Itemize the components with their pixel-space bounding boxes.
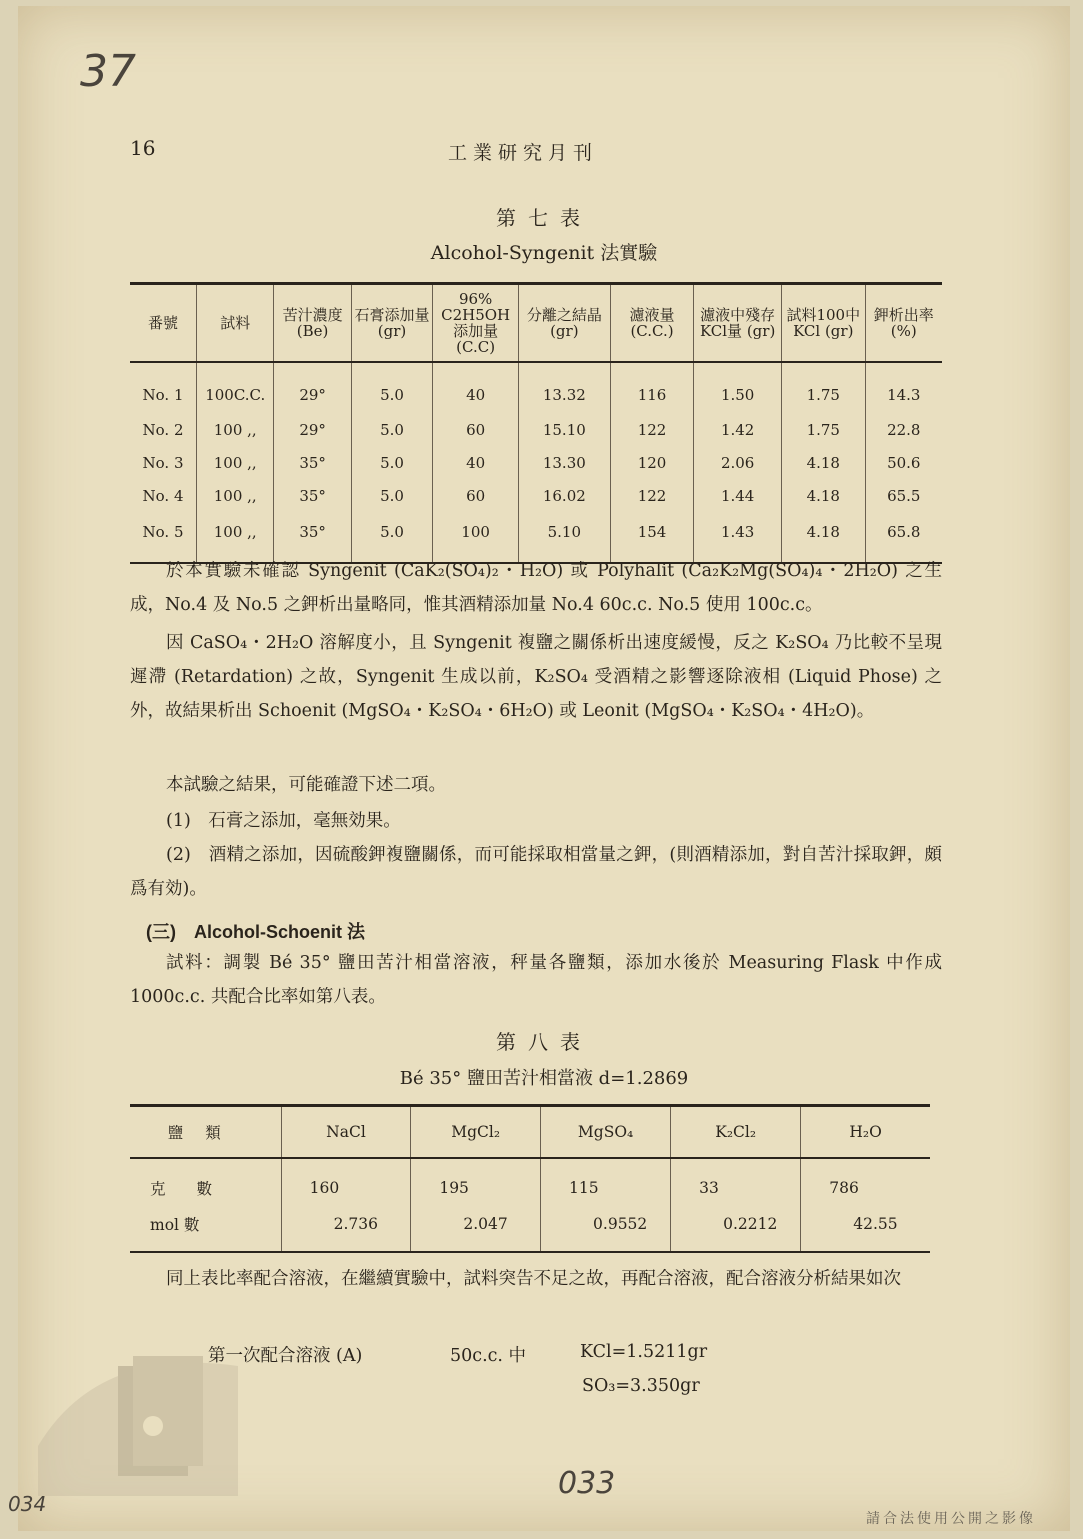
table-cell: 16.02 <box>518 479 610 512</box>
table7-header: 試料 <box>197 284 274 363</box>
table7-header: 分離之結晶 (gr) <box>518 284 610 363</box>
table-cell: 786 <box>801 1158 930 1206</box>
page-number: 16 <box>130 136 156 160</box>
table-cell: 100 <box>433 512 519 563</box>
table-cell: 65.8 <box>865 512 942 563</box>
paragraph-4: (1) 石膏之添加，毫無効果。 <box>166 811 401 831</box>
usage-notice-stamp: 請合法使用公開之影像 <box>866 1511 1036 1527</box>
table-row <box>130 1206 930 1252</box>
analysis-volume: 50c.c. 中 <box>450 1346 527 1366</box>
table-cell: 14.3 <box>865 362 942 413</box>
table-cell: 154 <box>610 512 694 563</box>
table-cell: 29° <box>274 413 351 446</box>
table8-header: MgCl₂ <box>411 1106 541 1159</box>
table-cell: 35° <box>274 479 351 512</box>
table-cell: 1.42 <box>694 413 782 446</box>
table-cell: 5.10 <box>518 512 610 563</box>
table-cell: No. 1 <box>142 386 184 404</box>
table-cell: 5.0 <box>351 479 433 512</box>
table-cell: 40 <box>433 362 519 413</box>
table7-header: 石膏添加量 (gr) <box>351 284 433 363</box>
table8 <box>130 1104 930 1253</box>
section-heading: (三) Alcohol-Schoenit 法 <box>146 922 365 942</box>
table-row <box>130 362 942 413</box>
table-cell: 1.75 <box>781 413 865 446</box>
paragraph-1: 於本實驗未確認 Syngenit (CaK₂(SO₄)₂・H₂O) 或 Polyhalit (Ca₂K₂Mg(SO₄)₄・2H₂O) 之生成，No.4 及 No.5 之鉀析出量略同，惟其酒精添加量 No.4 60c.c. No.5 使用 100c.c。 <box>130 561 942 615</box>
table-row <box>130 1158 930 1206</box>
table-cell: 60 <box>433 413 519 446</box>
paragraph-3: 本試驗之結果，可能確證下述二項。 <box>166 775 446 795</box>
table8-header: K₂Cl₂ <box>671 1106 801 1159</box>
table-cell: 13.30 <box>518 446 610 479</box>
row-label: 克 數 <box>150 1180 213 1198</box>
table-cell: 1.43 <box>694 512 782 563</box>
table7-header: 鉀析出率 (%) <box>865 284 942 363</box>
table-cell: 15.10 <box>518 413 610 446</box>
table-cell: 122 <box>610 413 694 446</box>
table8-header: MgSO₄ <box>541 1106 671 1159</box>
paragraph-6: 試料：調製 Bé 35° 鹽田苦汁相當溶液，秤量各鹽類，添加水後於 Measuring Flask 中作成1000c.c. 共配合比率如第八表。 <box>130 953 942 1007</box>
table-cell: 115 <box>541 1158 671 1206</box>
table-cell: 2.06 <box>694 446 782 479</box>
table-cell: 33 <box>671 1158 801 1206</box>
table-cell: 1.50 <box>694 362 782 413</box>
table7-header: 濾液中殘存KCl量 (gr) <box>694 284 782 363</box>
table7-header: 96% C2H5OH 添加量 (C.C) <box>433 284 519 363</box>
table-cell: 5.0 <box>351 362 433 413</box>
table-cell: 1.44 <box>694 479 782 512</box>
table-cell: 5.0 <box>351 413 433 446</box>
table7-header: 試料100中KCl (gr) <box>781 284 865 363</box>
table-cell: 5.0 <box>351 512 433 563</box>
analysis-so3: SO₃=3.350gr <box>582 1376 700 1396</box>
table-cell: 100 ,, <box>197 479 274 512</box>
table-cell: 100 ,, <box>197 413 274 446</box>
table7 <box>130 282 942 564</box>
table-cell: 100 ,, <box>197 446 274 479</box>
table7-header: 濾液量 (C.C.) <box>610 284 694 363</box>
table-cell: 122 <box>610 479 694 512</box>
table8-header: H₂O <box>801 1106 930 1159</box>
table-cell: 100C.C. <box>197 362 274 413</box>
handwritten-page-code: 033 <box>558 1466 616 1501</box>
table-cell: 35° <box>274 512 351 563</box>
table-cell: 50.6 <box>865 446 942 479</box>
table-cell: 0.2212 <box>671 1206 801 1252</box>
handwritten-archive-number: 034 <box>8 1492 47 1516</box>
table8-header: NaCl <box>281 1106 411 1159</box>
table-cell: No. 5 <box>142 523 184 541</box>
table7-subtitle: Alcohol-Syngenit 法實驗 <box>430 242 658 264</box>
table-cell: 160 <box>281 1158 411 1206</box>
table-cell: 13.32 <box>518 362 610 413</box>
table-cell: 4.18 <box>781 512 865 563</box>
handwritten-page-number: 37 <box>80 46 136 97</box>
table7-title: 第七表 <box>496 206 592 230</box>
table-row <box>130 446 942 479</box>
library-watermark-logo <box>38 1326 278 1496</box>
table-cell: 120 <box>610 446 694 479</box>
paragraph-5: (2) 酒精之添加，因硫酸鉀複鹽關係，而可能採取相當量之鉀，(則酒精添加，對自苦汁採取鉀，頗爲有効)。 <box>130 845 942 899</box>
document-page <box>8 6 1070 1531</box>
table-cell: 60 <box>433 479 519 512</box>
table-cell: No. 4 <box>142 486 184 505</box>
table8-subtitle: Bé 35° 鹽田苦汁相當液 d=1.2869 <box>399 1068 689 1089</box>
table-cell: 1.75 <box>781 362 865 413</box>
table-cell: No. 2 <box>142 420 184 439</box>
table-cell: 0.9552 <box>541 1206 671 1252</box>
table7-header: 番號 <box>130 284 197 363</box>
table-cell: 5.0 <box>351 446 433 479</box>
table-cell: 40 <box>433 446 519 479</box>
journal-title: 工業研究月刊 <box>448 142 599 164</box>
table8-header: 鹽類 <box>130 1106 281 1159</box>
paragraph-2: 因 CaSO₄・2H₂O 溶解度小，且 Syngenit 複鹽之關係析出速度緩慢，反之 K₂SO₄ 乃比較不呈現遲滯 (Retardation) 之故，Syngenit 生成以前，K₂SO₄ 受酒精之影響逐除液相 (Liquid Phose) 之外，故結果析出 Schoenit (MgSO₄・K₂SO₄・6H₂O) 或 Leonit (MgSO₄・K₂SO₄・4H₂O)。 <box>130 633 942 721</box>
table7-header: 苦汁濃度 (Be) <box>274 284 351 363</box>
table-row <box>130 413 942 446</box>
table-cell: 29° <box>274 362 351 413</box>
row-label: mol 數 <box>130 1206 281 1252</box>
table-cell: 22.8 <box>865 413 942 446</box>
table-cell: 65.5 <box>865 479 942 512</box>
table-cell: No. 3 <box>142 453 184 472</box>
table-cell: 116 <box>610 362 694 413</box>
table-cell: 4.18 <box>781 446 865 479</box>
table-cell: 2.047 <box>411 1206 541 1252</box>
analysis-label: 第一次配合溶液 (A) <box>208 1346 363 1366</box>
table-cell: 42.55 <box>801 1206 930 1252</box>
table8-title: 第八表 <box>496 1030 592 1054</box>
table-cell: 100 ,, <box>197 512 274 563</box>
table-row <box>130 479 942 512</box>
table-cell: 2.736 <box>281 1206 411 1252</box>
table-cell: 35° <box>274 446 351 479</box>
paragraph-7: 同上表比率配合溶液，在繼續實驗中，試料突告不足之故，再配合溶液，配合溶液分析結果如次 <box>166 1269 901 1289</box>
analysis-kcl: KCl=1.5211gr <box>580 1342 708 1362</box>
table-cell: 4.18 <box>781 479 865 512</box>
table-cell: 195 <box>411 1158 541 1206</box>
